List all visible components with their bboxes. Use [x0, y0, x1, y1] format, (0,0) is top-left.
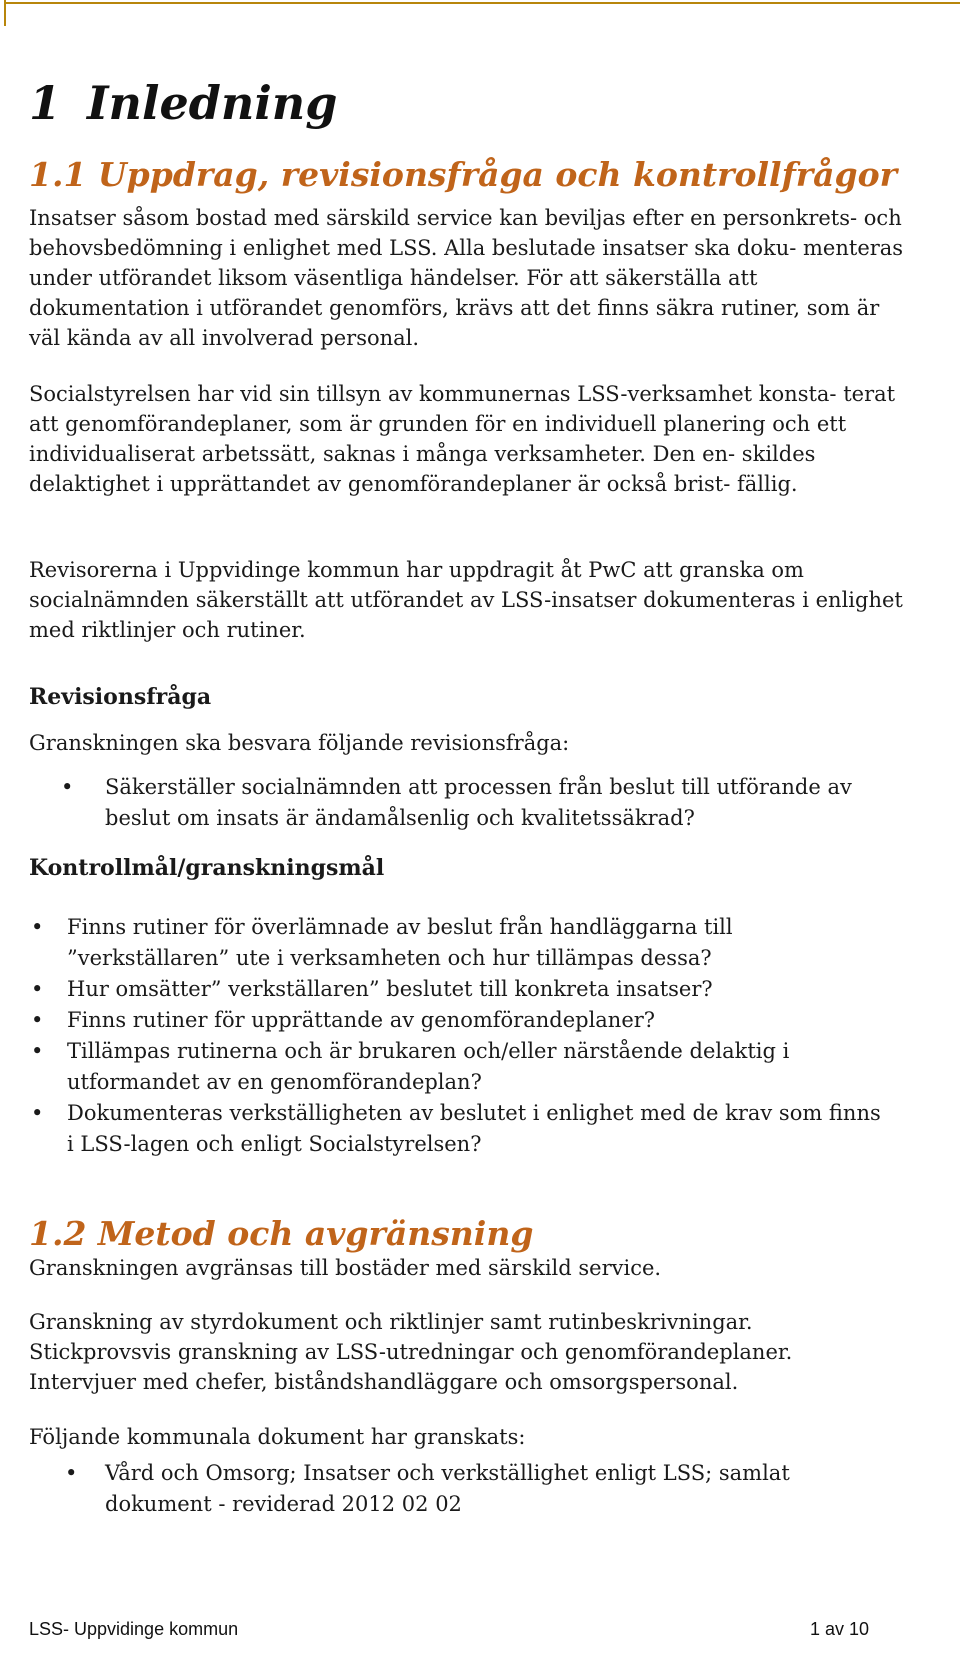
paragraph-socialstyrelsen: Socialstyrelsen har vid sin tillsyn av kommunernas LSS-verksamhet konsta- terat att genomförandeplaner, som är grunden för en individuell planering och ett individualiserat arbetssätt, saknas i många verksamheter. Den en- skildes delaktighet i upprättandet av genomförandeplaner är också brist- fällig.	[29, 382, 896, 496]
list-item: • Finns rutiner för överlämnade av beslut från handläggarna till ”verkställaren” ute i verksamheten och hur tillämpas dessa?	[67, 912, 887, 974]
bullet-icon: •	[31, 1008, 44, 1032]
bullet-icon: •	[31, 915, 44, 939]
revisionsfraga-intro: Granskningen ska besvara följande revisionsfråga:	[29, 731, 570, 755]
page-number: 1 av 10	[809, 1619, 869, 1639]
chapter-number: 1	[29, 76, 62, 130]
list-item: • Hur omsätter” verkställaren” beslutet till konkreta insatser?	[67, 974, 887, 1005]
section-heading-1-1: 1.1 Uppdrag, revisionsfråga och kontrollfrågor	[29, 155, 898, 194]
metod-line: Intervjuer med chefer, biståndshandläggare och omsorgspersonal.	[29, 1370, 739, 1394]
page-footer	[29, 1619, 869, 1640]
list-item: • Säkerställer socialnämnden att processen från beslut till utförande av beslut om insats är ändamålsenlig och kvalitetssäkrad?	[105, 772, 905, 834]
bullet-icon: •	[65, 1461, 78, 1485]
paragraph-intro: Insatser såsom bostad med särskild service kan beviljas efter en personkrets- och behovsbedömning i enlighet med LSS. Alla beslutade insatser ska doku- menteras under utförandet liksom väsentliga händelser. För att säkerställa att dokumentation i utförandet genomförs, krävs att det finns säkra rutiner, som är väl kända av all involverad personal.	[29, 206, 904, 350]
bullet-icon: •	[31, 977, 44, 1001]
paragraph-metod	[29, 1307, 909, 1397]
metod-line: Stickprovsvis granskning av LSS-utredningar och genomförandeplaner.	[29, 1340, 793, 1364]
section-heading-1-2: 1.2 Metod och avgränsning	[29, 1214, 534, 1253]
page-corner-horizontal	[4, 2, 960, 4]
paragraph-dokument: Följande kommunala dokument har granskats:	[29, 1425, 526, 1449]
list-item: • Vård och Omsorg; Insatser och verkställighet enligt LSS; samlat dokument - reviderad 2012 02 02	[105, 1458, 865, 1520]
paragraph-avgransning: Granskningen avgränsas till bostäder med särskild service.	[29, 1256, 662, 1280]
metod-line: Granskning av styrdokument och riktlinjer samt rutinbeskrivningar.	[29, 1310, 753, 1334]
bullet-icon: •	[61, 775, 74, 799]
dokument-list	[65, 1458, 865, 1520]
list-item: • Tillämpas rutinerna och är brukaren och/eller närstående delaktig i utformandet av en genomförandeplan?	[67, 1036, 887, 1098]
paragraph-revisorerna: Revisorerna i Uppvidinge kommun har uppdragit åt PwC att granska om socialnämnden säkerställt att utförandet av LSS-insatser dokumenteras i enlighet med riktlinjer och rutiner.	[29, 558, 903, 642]
footer-title: LSS- Uppvidinge kommun	[29, 1619, 239, 1639]
revisionsfraga-list	[61, 772, 905, 834]
list-item: • Finns rutiner för upprättande av genomförandeplaner?	[67, 1005, 887, 1036]
chapter-heading	[29, 76, 337, 130]
kontrollmal-heading: Kontrollmål/granskningsmål	[29, 855, 385, 881]
revisionsfraga-heading: Revisionsfråga	[29, 684, 212, 710]
list-item: • Dokumenteras verkställigheten av beslutet i enlighet med de krav som finns i LSS-lagen och enligt Socialstyrelsen?	[67, 1098, 887, 1160]
kontrollmal-list	[31, 912, 887, 1160]
bullet-icon: •	[31, 1039, 44, 1063]
chapter-title: Inledning	[87, 76, 338, 130]
bullet-icon: •	[31, 1101, 44, 1125]
